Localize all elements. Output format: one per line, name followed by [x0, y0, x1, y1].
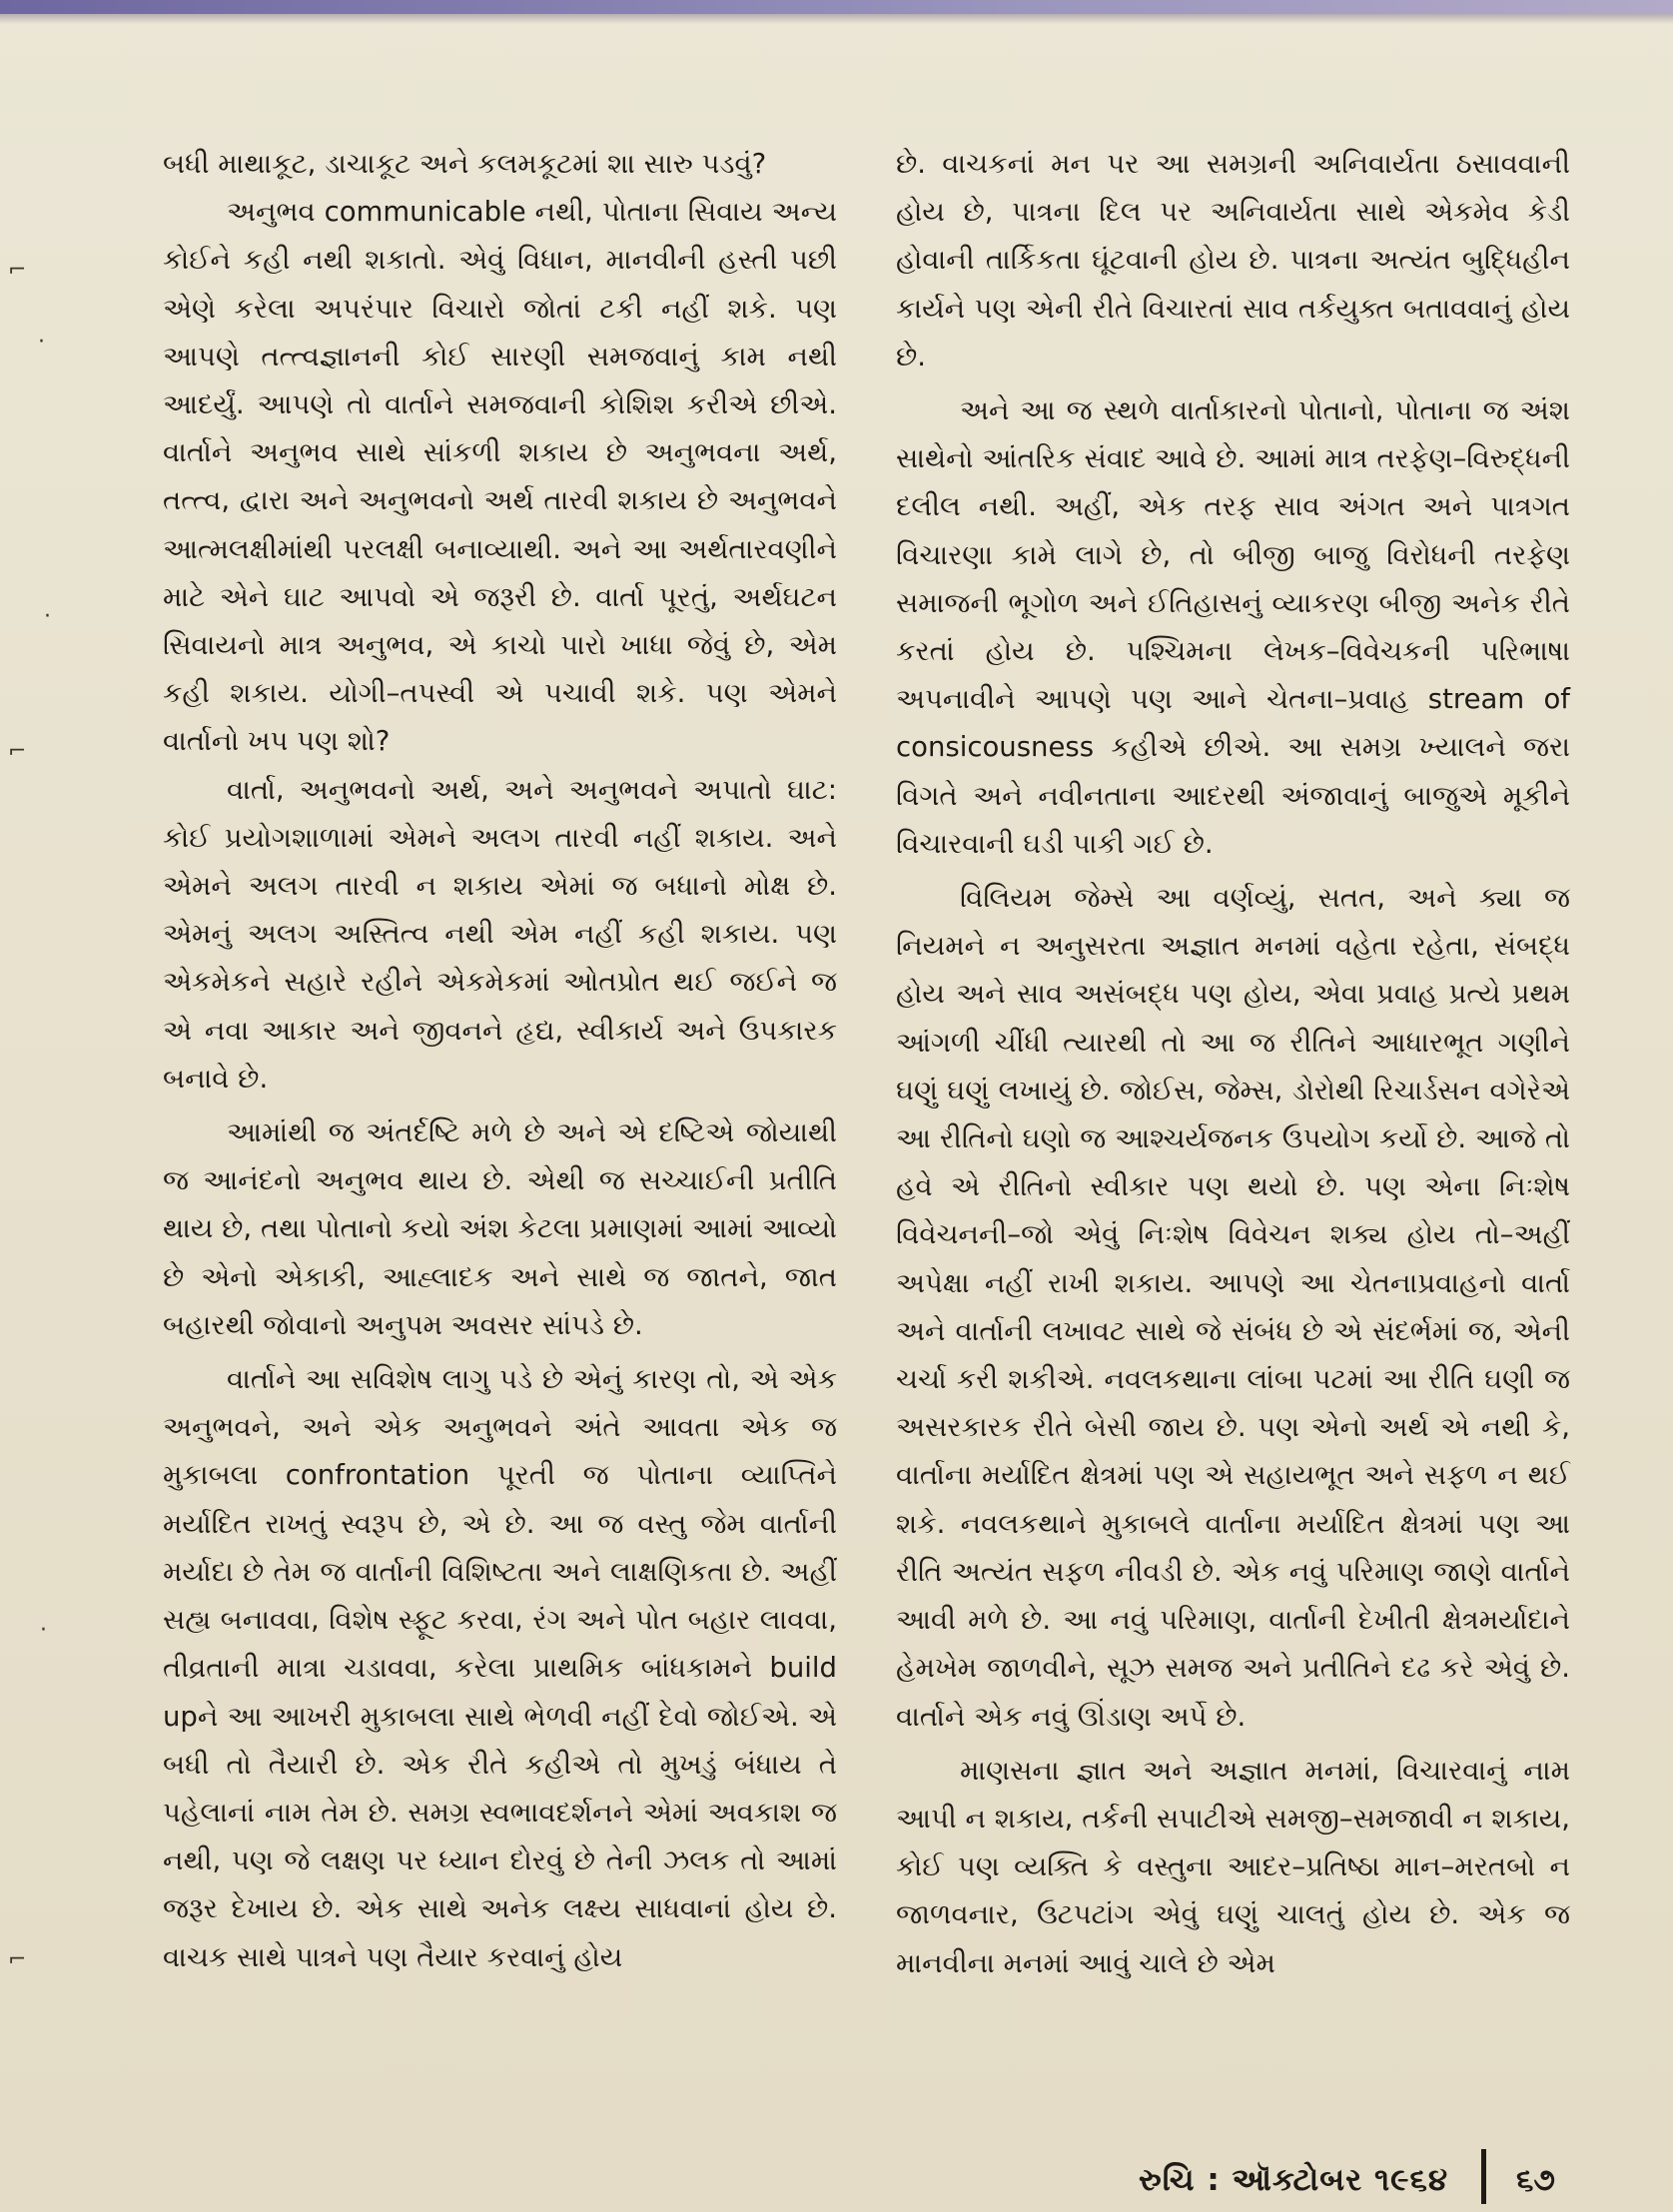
paragraph: વિલિયમ જેમ્સે આ વર્ણવ્યું, સતત, અને ક્યા જ નિયમને ન અનુસરતા અજ્ઞાત મનમાં વહેતા રહેતા, સંબદ્ધ હોય અને સાવ અસંબદ્ધ પણ હોય, એવા પ્રવાહ પ્રત્યે પ્રથમ આંગળી ચીંધી ત્યારથી તો આ જ રીતિને આધારભૂત ગણીને ઘણું ઘણું લખાયું છે. જોઈસ, જેમ્સ, ડોરોથી રિચાર્ડસન વગેરેએ આ રીતિનો ઘણો જ આશ્ચર્યજનક ઉપયોગ કર્યો છે. આજે તો હવે એ રીતિનો સ્વીકાર પણ થયો છે. પણ એના નિઃશેષ વિવેચનની–જો એવું નિઃશેષ વિવેચન શક્ય હોય તો–અહીં અપેક્ષા નહીં રાખી શકાય. આપણે આ ચેતનાપ્રવાહનો વાર્તા અને વાર્તાની લખાવટ સાથે જે સંબંધ છે એ સંદર્ભમાં જ, એની ચર્ચા કરી શકીએ. નવલકથાના લાંબા પટમાં આ રીતિ ઘણી જ અસરકારક રીતે બેસી જાય છે. પણ એનો અર્થ એ નથી કે, વાર્તાના મર્યાદિત ક્ષેત્રમાં પણ એ સહાયભૂત અને સફળ ન થઈ શકે. નવલકથાને મુકાબલે વાર્તાના મર્યાદિત ક્ષેત્રમાં પણ આ રીતિ અત્યંત સફળ નીવડી છે. એક નવું પરિમાણ જાણે વાર્તાને આવી મળે છે. આ નવું પરિમાણ, વાર્તાની દેખીતી ક્ષેત્રમર્યાદાને હેમખેમ જાળવીને, સૂઝ સમજ અને પ્રતીતિને દઢ કરે એવું છે. વાર્તાને એક નવું ઊંડાણ અર્પે છે. — [896, 882, 1570, 1733]
margin-mark: · — [38, 330, 45, 355]
margin-mark: ⌐ — [8, 258, 27, 283]
margin-mark: ⌐ — [8, 739, 27, 764]
paragraph: વાર્તા, અનુભવનો અર્થ, અને અનુભવને અપાતો ઘાટ: કોઈ પ્રયોગશાળામાં એમને અલગ તારવી નહીં શકાય. અને એમને અલગ તારવી ન શકાય એમાં જ બધાનો મોક્ષ છે. એમનું અલગ અસ્તિત્વ નથી એમ નહીં કહી શકાય. પણ એકમેકને સહારે રહીને એકમેકમાં ઓતપ્રોત થઈ જઈને જ એ નવા આકાર અને જીવનને હૃદ્ય, સ્વીકાર્ય અને ઉપકારક બનાવે છે. — [163, 773, 837, 1095]
paragraph: અનુભવ communicable નથી, પોતાના સિવાય અન્ય કોઈને કહી નથી શકાતો. એવું વિધાન, માનવીની હસ્તી પછી એણે કરેલા અપરંપાર વિચારો જોતાં ટકી નહીં શકે. પણ આપણે તત્ત્વજ્ઞાનની કોઈ સારણી સમજવાનું કામ નથી આદર્યું. આપણે તો વાર્તાને સમજવાની કોશિશ કરીએ છીએ. વાર્તાને અનુભવ સાથે સાંકળી શકાય છે અનુભવના અર્થ, તત્ત્વ, દ્વારા અને અનુભવનો અર્થ તારવી શકાય છે અનુભવને આત્મલક્ષીમાંથી પરલક્ષી બનાવ્યાથી. અને આ અર્થતારવણીને માટે એને ઘાટ આપવો એ જરૂરી છે. વાર્તા પૂરતું, અર્થઘટન સિવાયનો માત્ર અનુભવ, એ કાચો પારો ખાધા જેવું છે, એમ કહી શકાય. યોગી–તપસ્વી એ પચાવી શકે. પણ એમને વાર્તાનો ખપ પણ શો? — [163, 196, 837, 758]
paragraph: અને આ જ સ્થળે વાર્તાકારનો પોતાનો, પોતાના જ અંશ સાથેનો આંતરિક સંવાદ આવે છે. આમાં માત્ર તરફેણ–વિરુદ્ધની દલીલ નથી. અહીં, એક તરફ સાવ અંગત અને પાત્રગત વિચારણા કામે લાગે છે, તો બીજી બાજુ વિરોધની તરફેણ સમાજની ભૂગોળ અને ઈતિહાસનું વ્યાકરણ બીજી અનેક રીતે કરતાં હોય છે. પશ્ચિમના લેખક–વિવેચકની પરિભાષા અપનાવીને આપણે પણ આને ચેતના–પ્રવાહ stream of consicousness કહીએ છીએ. આ સમગ્ર ખ્યાલને જરા વિગતે અને નવીનતાના આદરથી અંજાવાનું બાજુએ મૂકીને વિચારવાની ઘડી પાકી ગઈ છે. — [896, 394, 1570, 860]
right-text-column — [896, 140, 1570, 1987]
margin-mark: · — [44, 604, 51, 629]
footer-divider — [1481, 2149, 1486, 2204]
cover-edge-shadow — [0, 14, 1673, 24]
page-number: ૬૭ — [1516, 2162, 1555, 2198]
running-footer-title: રુચિ : ઑક્ટોબર ૧૯૬૪ — [1139, 2162, 1449, 2198]
left-text-column — [163, 140, 837, 1981]
margin-mark: · — [40, 1618, 47, 1643]
paragraph: બધી માથાકૂટ, ડાચાકૂટ અને કલમકૂટમાં શા સારુ પડવું? — [163, 148, 767, 180]
margin-mark: ⌐ — [8, 1947, 27, 1972]
paragraph: વાર્તાને આ સવિશેષ લાગુ પડે છે એનું કારણ તો, એ એક અનુભવને, અને એક અનુભવને અંતે આવતા એક જ મુકાબલા confrontation પૂરતી જ પોતાના વ્યાપ્તિને મર્યાદિત રાખતું સ્વરૂપ છે, એ છે. આ જ વસ્તુ જેમ વાર્તાની મર્યાદા છે તેમ જ વાર્તાની વિશિષ્ટતા અને લાક્ષણિકતા છે. અહીં સહ્ય બનાવવા, વિશેષ સ્ફૂટ કરવા, રંગ અને પોત બહાર લાવવા, તીવ્રતાની માત્રા ચડાવવા, કરેલા પ્રાથમિક બાંધકામને build upને આ આખરી મુકાબલા સાથે ભેળવી નહીં દેવો જોઈએ. એ બધી તો તૈયારી છે. એક રીતે કહીએ તો મુખડું બંધાય તે પહેલાનાં નામ તેમ છે. સમગ્ર સ્વભાવદર્શનને એમાં અવકાશ જ નથી, પણ જે લક્ષણ પર ધ્યાન દોરવું છે તેની ઝલક તો આમાં જરૂર દેખાય છે. એક સાથે અનેક લક્ષ્ય સાધવાનાં હોય છે. વાચક સાથે પાત્રને પણ તૈયાર કરવાનું હોય — [163, 1363, 837, 1973]
paragraph: માણસના જ્ઞાત અને અજ્ઞાત મનમાં, વિચારવાનું નામ આપી ન શકાય, તર્કની સપાટીએ સમજી–સમજાવી ન શકાય, કોઈ પણ વ્યક્તિ કે વસ્તુના આદર–પ્રતિષ્ઠા માન–મરતબો ન જાળવનાર, ઉટપટાંગ એવું ઘણું ચાલતું હોય છે. એક જ માનવીના મનમાં આવું ચાલે છે એમ — [896, 1754, 1570, 1979]
paragraph: છે. વાચકનાં મન પર આ સમગ્રની અનિવાર્યતા ઠસાવવાની હોય છે, પાત્રના દિલ પર અનિવાર્યતા સાથે એકમેવ કેડી હોવાની તાર્કિકતા ઘૂંટવાની હોય છે. પાત્રના અત્યંત બુદ્ધિહીન કાર્યને પણ એની રીતે વિચારતાં સાવ તર્કયુક્ત બતાવવાનું હોય છે. — [896, 148, 1570, 372]
cover-edge-strip — [0, 0, 1673, 14]
paragraph: આમાંથી જ અંતર્દષ્ટિ મળે છે અને એ દષ્ટિએ જોયાથી જ આનંદનો અનુભવ થાય છે. એથી જ સચ્ચાઈની પ્રતીતિ થાય છે, તથા પોતાનો કયો અંશ કેટલા પ્રમાણમાં આમાં આવ્યો છે એનો એકાકી, આહ્લાદક અને સાથે જ જાતને, જાત બહારથી જોવાનો અનુપમ અવસર સાંપડે છે. — [163, 1116, 837, 1341]
